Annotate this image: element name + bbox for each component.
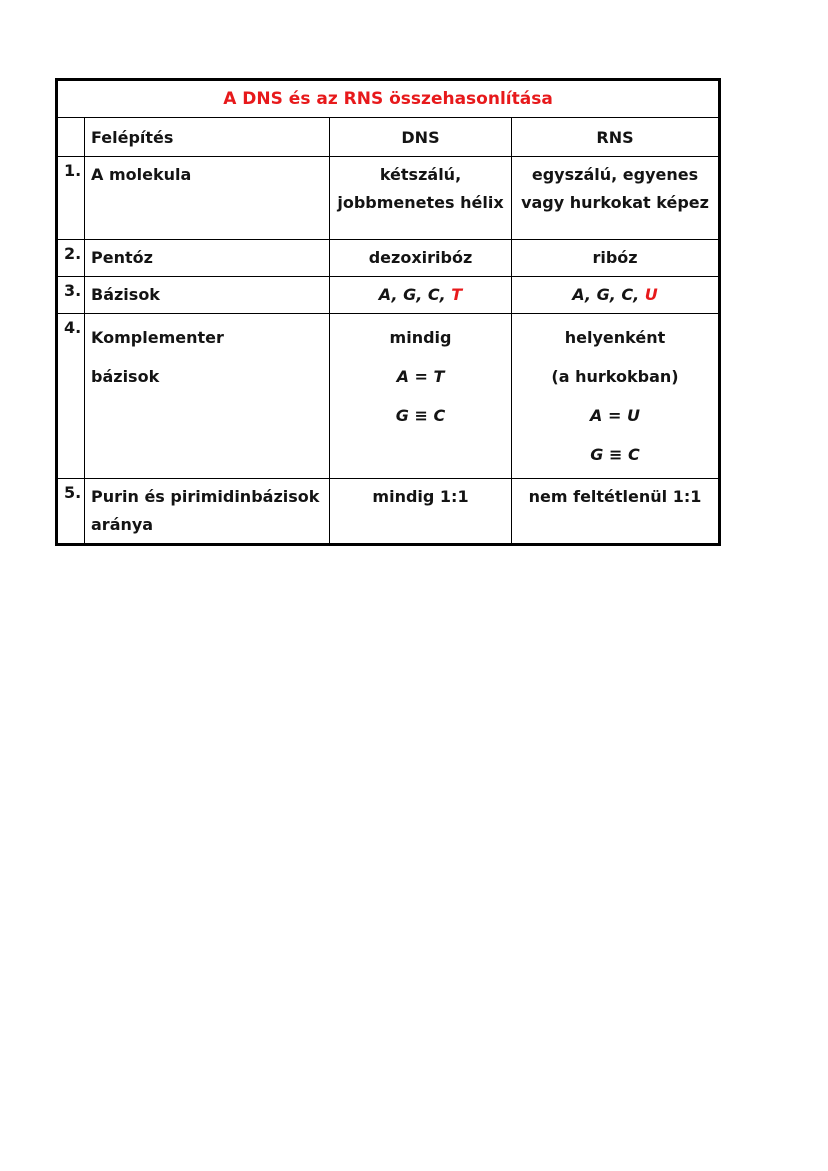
dns-line: kétszálú, — [379, 165, 462, 184]
dns-line: A = T — [396, 367, 445, 386]
cell-rns — [512, 314, 720, 479]
rns-bases-black: A, G, C, — [572, 285, 640, 304]
table-row — [57, 314, 720, 479]
dns-line: jobbmenetes hélix — [337, 193, 504, 212]
header-row — [57, 118, 720, 157]
label-line: Purin és pirimidinbázisok — [91, 487, 320, 506]
dns-bases — [336, 281, 505, 309]
cell-rns — [512, 240, 720, 277]
cell-label — [85, 157, 330, 240]
header-rns: RNS — [512, 118, 720, 157]
cell-label — [85, 240, 330, 277]
label-line: A molekula — [91, 165, 192, 184]
title-row — [57, 80, 720, 118]
label-line: Pentóz — [91, 248, 153, 267]
rns-bases — [518, 281, 712, 309]
label-line: aránya — [91, 515, 154, 534]
row-number: 2. — [57, 240, 85, 277]
cell-rns — [512, 479, 720, 545]
rns-line: (a hurkokban) — [551, 367, 679, 386]
label-line: Komplementer — [91, 328, 224, 347]
table-title: A DNS és az RNS összehasonlítása — [57, 80, 720, 118]
header-dns: DNS — [330, 118, 512, 157]
cell-dns — [330, 157, 512, 240]
table-row — [57, 479, 720, 545]
row-number: 5. — [57, 479, 85, 545]
label-line: bázisok — [91, 367, 160, 386]
table-row — [57, 240, 720, 277]
header-felepites: Felépítés — [85, 118, 330, 157]
rns-line: helyenként — [564, 328, 666, 347]
dns-line: mindig — [389, 328, 452, 347]
cell-rns — [512, 157, 720, 240]
row-number: 3. — [57, 277, 85, 314]
cell-dns — [330, 314, 512, 479]
table-row — [57, 277, 720, 314]
row-number: 1. — [57, 157, 85, 240]
comparison-table — [55, 78, 721, 546]
cell-dns — [330, 240, 512, 277]
cell-label — [85, 277, 330, 314]
table-row — [57, 157, 720, 240]
rns-line: G ≡ C — [590, 445, 640, 464]
rns-line: nem feltétlenül 1:1 — [528, 487, 702, 506]
rns-line: egyszálú, egyenes — [531, 165, 699, 184]
cell-label — [85, 314, 330, 479]
cell-rns — [512, 277, 720, 314]
rns-line: vagy hurkokat képez — [521, 193, 709, 212]
rns-bases-red: U — [644, 285, 658, 304]
dns-bases-black: A, G, C, — [378, 285, 446, 304]
cell-label — [85, 479, 330, 545]
cell-dns — [330, 277, 512, 314]
rns-line: ribóz — [592, 248, 638, 267]
dns-bases-red: T — [451, 285, 463, 304]
header-empty-cell — [57, 118, 85, 157]
dns-line: dezoxiribóz — [368, 248, 473, 267]
rns-line: A = U — [590, 406, 640, 425]
dns-line: mindig 1:1 — [372, 487, 469, 506]
row-number: 4. — [57, 314, 85, 479]
dns-line: G ≡ C — [395, 406, 446, 425]
cell-dns — [330, 479, 512, 545]
label-line: Bázisok — [91, 285, 160, 304]
